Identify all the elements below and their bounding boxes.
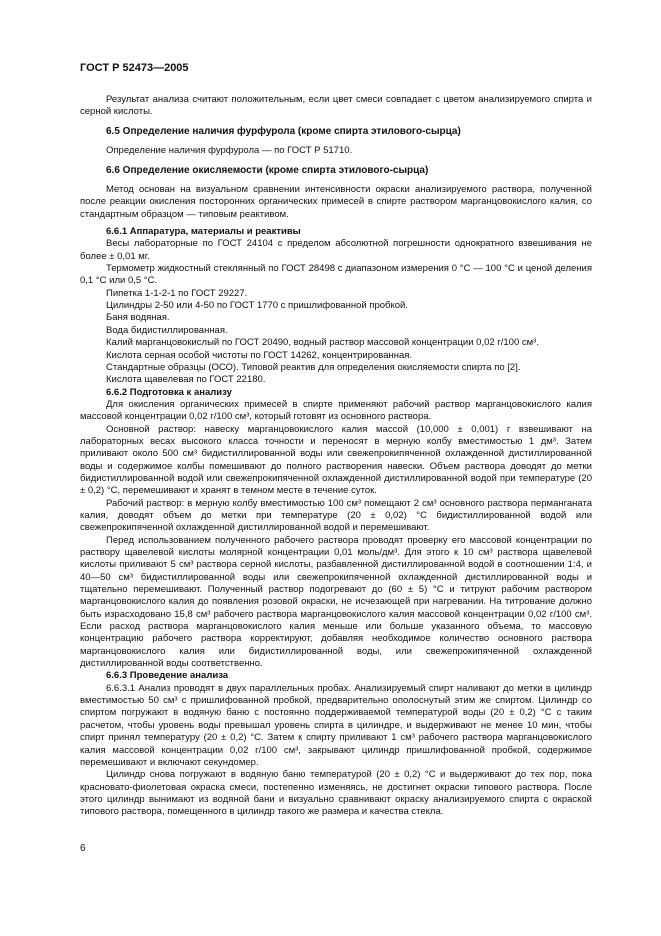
paragraph: Весы лабораторные по ГОСТ 24104 с пределом абсолютной погрешности однократного взвешивания не более ± 0,01 мг. bbox=[80, 238, 592, 262]
paragraph: Стандартные образцы (ОСО). Типовой реактив для определения окисляемости спирта по [2]. bbox=[106, 361, 521, 373]
paragraph: Перед использованием полученного рабочего раствора проводят проверку его массовой концентрации по раствору щавелевой кислоты молярной концентрации 0,01 моль/дм³. Для этого к 10 см³ раствора щавелевой кислоты приливают 5 см³ раствора серной кислоты, разбавленной дистиллированной водой в соотношении 1:4, и 40—50 см³ бидистиллированной воды или свежепрокипяченной охлажденной дистиллированной воды и тщательно перемешивают. Полученный раствор подогревают до (60 ± 5) °С и титруют рабочим раствором марганцовокислого калия до появления розовой окраски, не исчезающей при нагревании. На титрование должно быть израсходовано 15,8 см³ рабочего раствора марганцовокислого калия массовой концентрации 0,02 г/100 см³. Если расход раствора марганцовокислого калия меньше или больше указанного объема, то массовую концентрацию рабочего раствора корректируют, добавляя необходимое количество основного раствора марганцовокислого калия или бидистиллированной воды, или свежепрокипяченной охлажденной дистиллированной воды соответственно. bbox=[80, 534, 592, 670]
paragraph: Кислота серная особой чистоты по ГОСТ 14262, концентрированная. bbox=[106, 349, 413, 361]
section-heading: 6.6.2 Подготовка к анализу bbox=[106, 386, 232, 398]
page-number: 6 bbox=[80, 843, 86, 854]
section-heading: 6.6.1 Аппаратура, материалы и реактивы bbox=[106, 226, 301, 238]
paragraph: Для окисления органических примесей в спирте применяют рабочий раствор марганцовокислого калия массовой концентрации 0,02 г/100 см³, который готовят из основного раствора. bbox=[80, 398, 592, 423]
paragraph: Рабочий раствор: в мерную колбу вместимостью 100 см³ помещают 2 см³ основного раствора перманганата калия, доводят объем до метки при температуре (20 ± 0,02) °С бидистиллированной водой или свежепрокипяченной охлажденной дистиллированной водой и перемешивают. bbox=[80, 497, 592, 534]
paragraph: Вода бидистиллированная. bbox=[106, 324, 228, 336]
paragraph: Кислота щавелевая по ГОСТ 22180. bbox=[106, 374, 266, 386]
paragraph: Цилиндры 2-50 или 4-50 по ГОСТ 1770 с пришлифованной пробкой. bbox=[106, 300, 408, 312]
section-heading: 6.5 Определение наличия фурфурола (кроме спирта этилового-сырца) bbox=[106, 125, 461, 137]
paragraph: Термометр жидкостный стеклянный по ГОСТ 28498 с диапазоном измерения 0 °С — 100 °С и ценой деления 0,1 °С или 0,5 °С. bbox=[80, 263, 592, 287]
document-page bbox=[80, 62, 592, 819]
paragraph: Определение наличия фурфурола — по ГОСТ Р 51710. bbox=[106, 145, 353, 157]
document-body bbox=[80, 94, 592, 819]
paragraph: 6.6.3.1 Анализ проводят в двух параллельных пробах. Анализируемый спирт наливают до метки в цилиндр вместимостью 50 см³ с пришлифованной пробкой, предварительно ополоснутый этим же спиртом. Цилиндр со спиртом погружают в водяную баню с постоянно поддерживаемой температурой воды (20 ± 0,2) °С с таким расчетом, чтобы уровень воды превышал уровень спирта в цилиндре, и выдерживают не менее 10 мин, чтобы спирт принял температуру (20 ± 0,2) °С. Затем к спирту приливают 1 см³ рабочего раствора марганцовокислого калия массовой концентрации 0,02 г/100 см³, закрывают цилиндр пришлифованной пробкой, содержимое перемешивают и включают секундомер. bbox=[80, 682, 592, 768]
paragraph: Основной раствор: навеску марганцовокислого калия массой (10,000 ± 0,001) г взвешивают на лабораторных весах высокого класса точности и переносят в мерную колбу вместимостью 1 дм³. Затем приливают около 500 см³ бидистиллированной воды или свежепрокипяченной охлажденной дистиллированной воды и содержимое колбы помешивают до полного растворения навески. Объем раствора доводят до метки бидистиллированной водой или свежепрокипяченной охлажденной дистиллированной водой при температуре (20 ± 0,2) °С, перемешивают и хранят в темном месте в течение суток. bbox=[80, 423, 592, 497]
section-heading: 6.6 Определение окисляемости (кроме спирта этилового-сырца) bbox=[106, 164, 429, 176]
section-heading: 6.6.3 Проведение анализа bbox=[106, 670, 229, 682]
paragraph: Метод основан на визуальном сравнении интенсивности окраски анализируемого раствора, полученной после реакции окисления посторонних органических примесей в спирте раствором марганцовокислого калия, со стандартным образцом — типовым реактивом. bbox=[80, 184, 592, 220]
paragraph: Пипетка 1-1-2-1 по ГОСТ 29227. bbox=[106, 287, 248, 299]
paragraph: Калий марганцовокислый по ГОСТ 20490, водный раствор массовой концентрации 0,02 г/100 см³. bbox=[106, 337, 539, 349]
document-header: ГОСТ Р 52473—2005 bbox=[80, 62, 189, 74]
paragraph: Цилиндр снова погружают в водяную баню температурой (20 ± 0,2) °С и выдерживают до тех пор, пока красновато-фиолетовая окраска смеси, постепенно изменяясь, не достигнет окраски типового раствора. После этого цилиндр вынимают из водяной бани и визуально сравнивают окраску анализируемого спирта с окраской типового раствора, помещенного в цилиндр такого же размера и качества стекла. bbox=[80, 769, 592, 818]
paragraph: Результат анализа считают положительным, если цвет смеси совпадает с цветом анализируемого спирта и серной кислоты. bbox=[80, 94, 592, 118]
paragraph: Баня водяная. bbox=[106, 312, 170, 324]
